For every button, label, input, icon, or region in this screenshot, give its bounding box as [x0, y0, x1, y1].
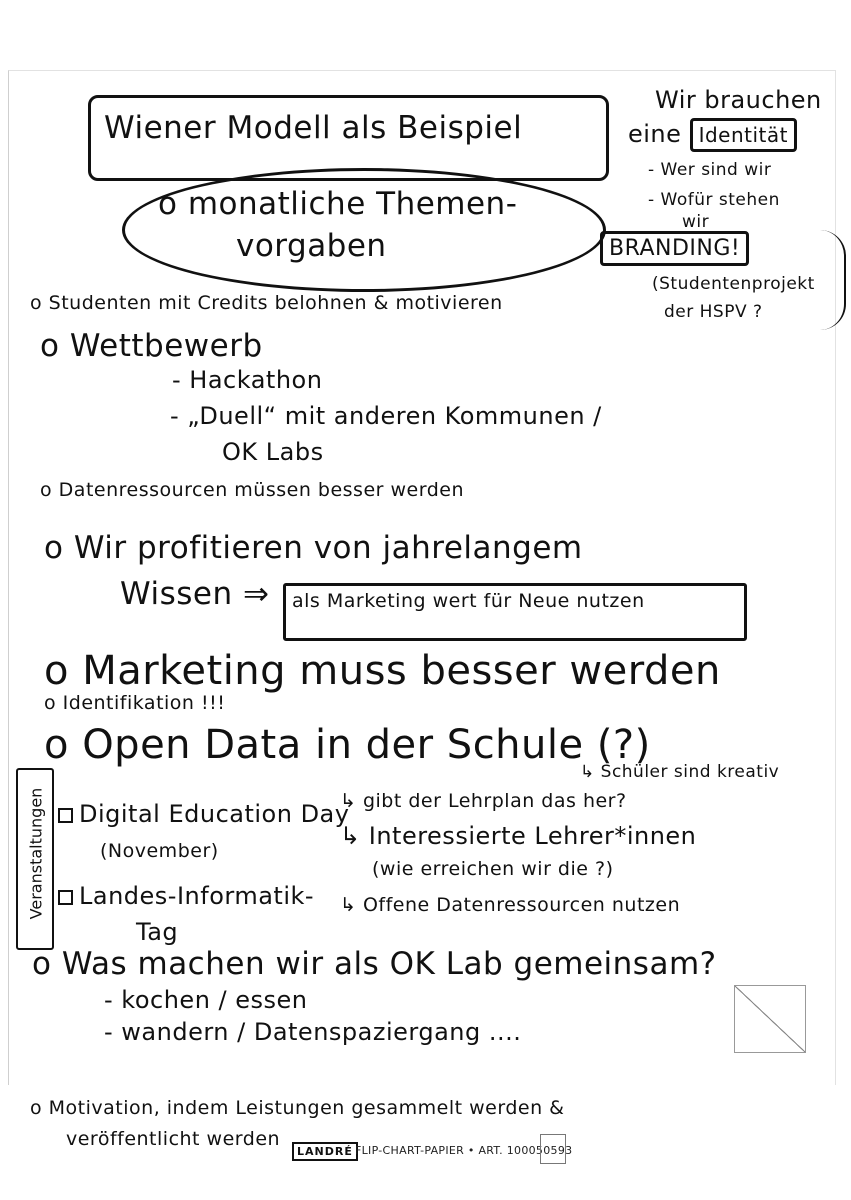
marketing-box-text: als Marketing wert für Neue nutzen — [292, 590, 645, 612]
item-identifikation: o Identifikation !!! — [44, 692, 226, 714]
student-project-line2: der HSPV ? — [664, 302, 763, 322]
checkbox-ded — [58, 808, 73, 823]
item-schueler: ↳ Schüler sind kreativ — [580, 762, 780, 782]
item-ded-line2: (November) — [100, 840, 219, 862]
item-profitieren-line2: Wissen ⇒ — [120, 576, 270, 612]
item-erreichen: (wie erreichen wir die ?) — [372, 858, 614, 880]
student-project-line1: (Studentenprojekt — [652, 274, 815, 294]
oval-line-2: vorgaben — [236, 228, 387, 264]
item-wettbewerb: o Wettbewerb — [40, 328, 263, 364]
item-ded-line1 — [58, 800, 349, 828]
brand-logo: LANDRÉ — [292, 1142, 358, 1161]
checkbox-lit — [58, 890, 73, 905]
veranstaltungen-label: Veranstaltungen — [26, 787, 46, 920]
item-interessierte: ↳ Interessierte Lehrer*innen — [340, 822, 697, 850]
oval-line-1: o monatliche Themen- — [158, 186, 518, 222]
identity-word: Identität — [690, 118, 797, 152]
item-motivation-line1: o Motivation, indem Leistungen gesammelt werden & — [30, 1097, 565, 1119]
product-text: FLIP-CHART-PAPIER • ART. 100050593 — [355, 1144, 573, 1157]
item-open-data: o Open Data in der Schule (?) — [44, 722, 651, 768]
item-wandern: - wandern / Datenspaziergang .... — [104, 1018, 522, 1046]
item-lit-line1 — [58, 882, 314, 910]
item-lehrplan: ↳ gibt der Lehrplan das her? — [340, 790, 627, 812]
bracket-right — [820, 230, 846, 330]
item-lit-line2: Tag — [136, 918, 179, 946]
side-note-line2 — [628, 120, 797, 148]
lit-label: Landes-Informatik- — [79, 882, 315, 910]
item-was-machen: o Was machen wir als OK Lab gemeinsam? — [32, 946, 717, 982]
branding-label: BRANDING! — [600, 231, 749, 266]
item-profitieren-line1: o Wir profitieren von jahrelangem — [44, 530, 583, 566]
side-note-line1: Wir brauchen — [655, 86, 822, 114]
ded-label: Digital Education Day — [79, 800, 350, 828]
side-bullet-1: - Wer sind wir — [648, 160, 772, 180]
item-duell: - „Duell“ mit anderen Kommunen / — [170, 402, 602, 430]
item-kochen: - kochen / essen — [104, 986, 308, 1014]
side-bullet-2-cont: wir — [682, 212, 710, 232]
item-offene: ↳ Offene Datenressourcen nutzen — [340, 894, 681, 916]
item-credits: o Studenten mit Credits belohnen & motivieren — [30, 292, 503, 314]
item-oklabs: OK Labs — [222, 438, 324, 466]
side-bullet-2: - Wofür stehen — [648, 190, 780, 210]
item-hackathon: - Hackathon — [172, 366, 323, 394]
veranstaltungen-box — [16, 768, 54, 950]
item-marketing-muss: o Marketing muss besser werden — [44, 648, 721, 694]
item-motivation-line2: veröffentlicht werden — [66, 1128, 281, 1150]
certification-seal-icon — [540, 1134, 566, 1164]
side-note-prefix: eine — [628, 120, 682, 148]
corner-tear-mark — [734, 985, 806, 1053]
item-datenressourcen: o Datenressourcen müssen besser werden — [40, 479, 464, 501]
page-title: Wiener Modell als Beispiel — [104, 110, 523, 146]
